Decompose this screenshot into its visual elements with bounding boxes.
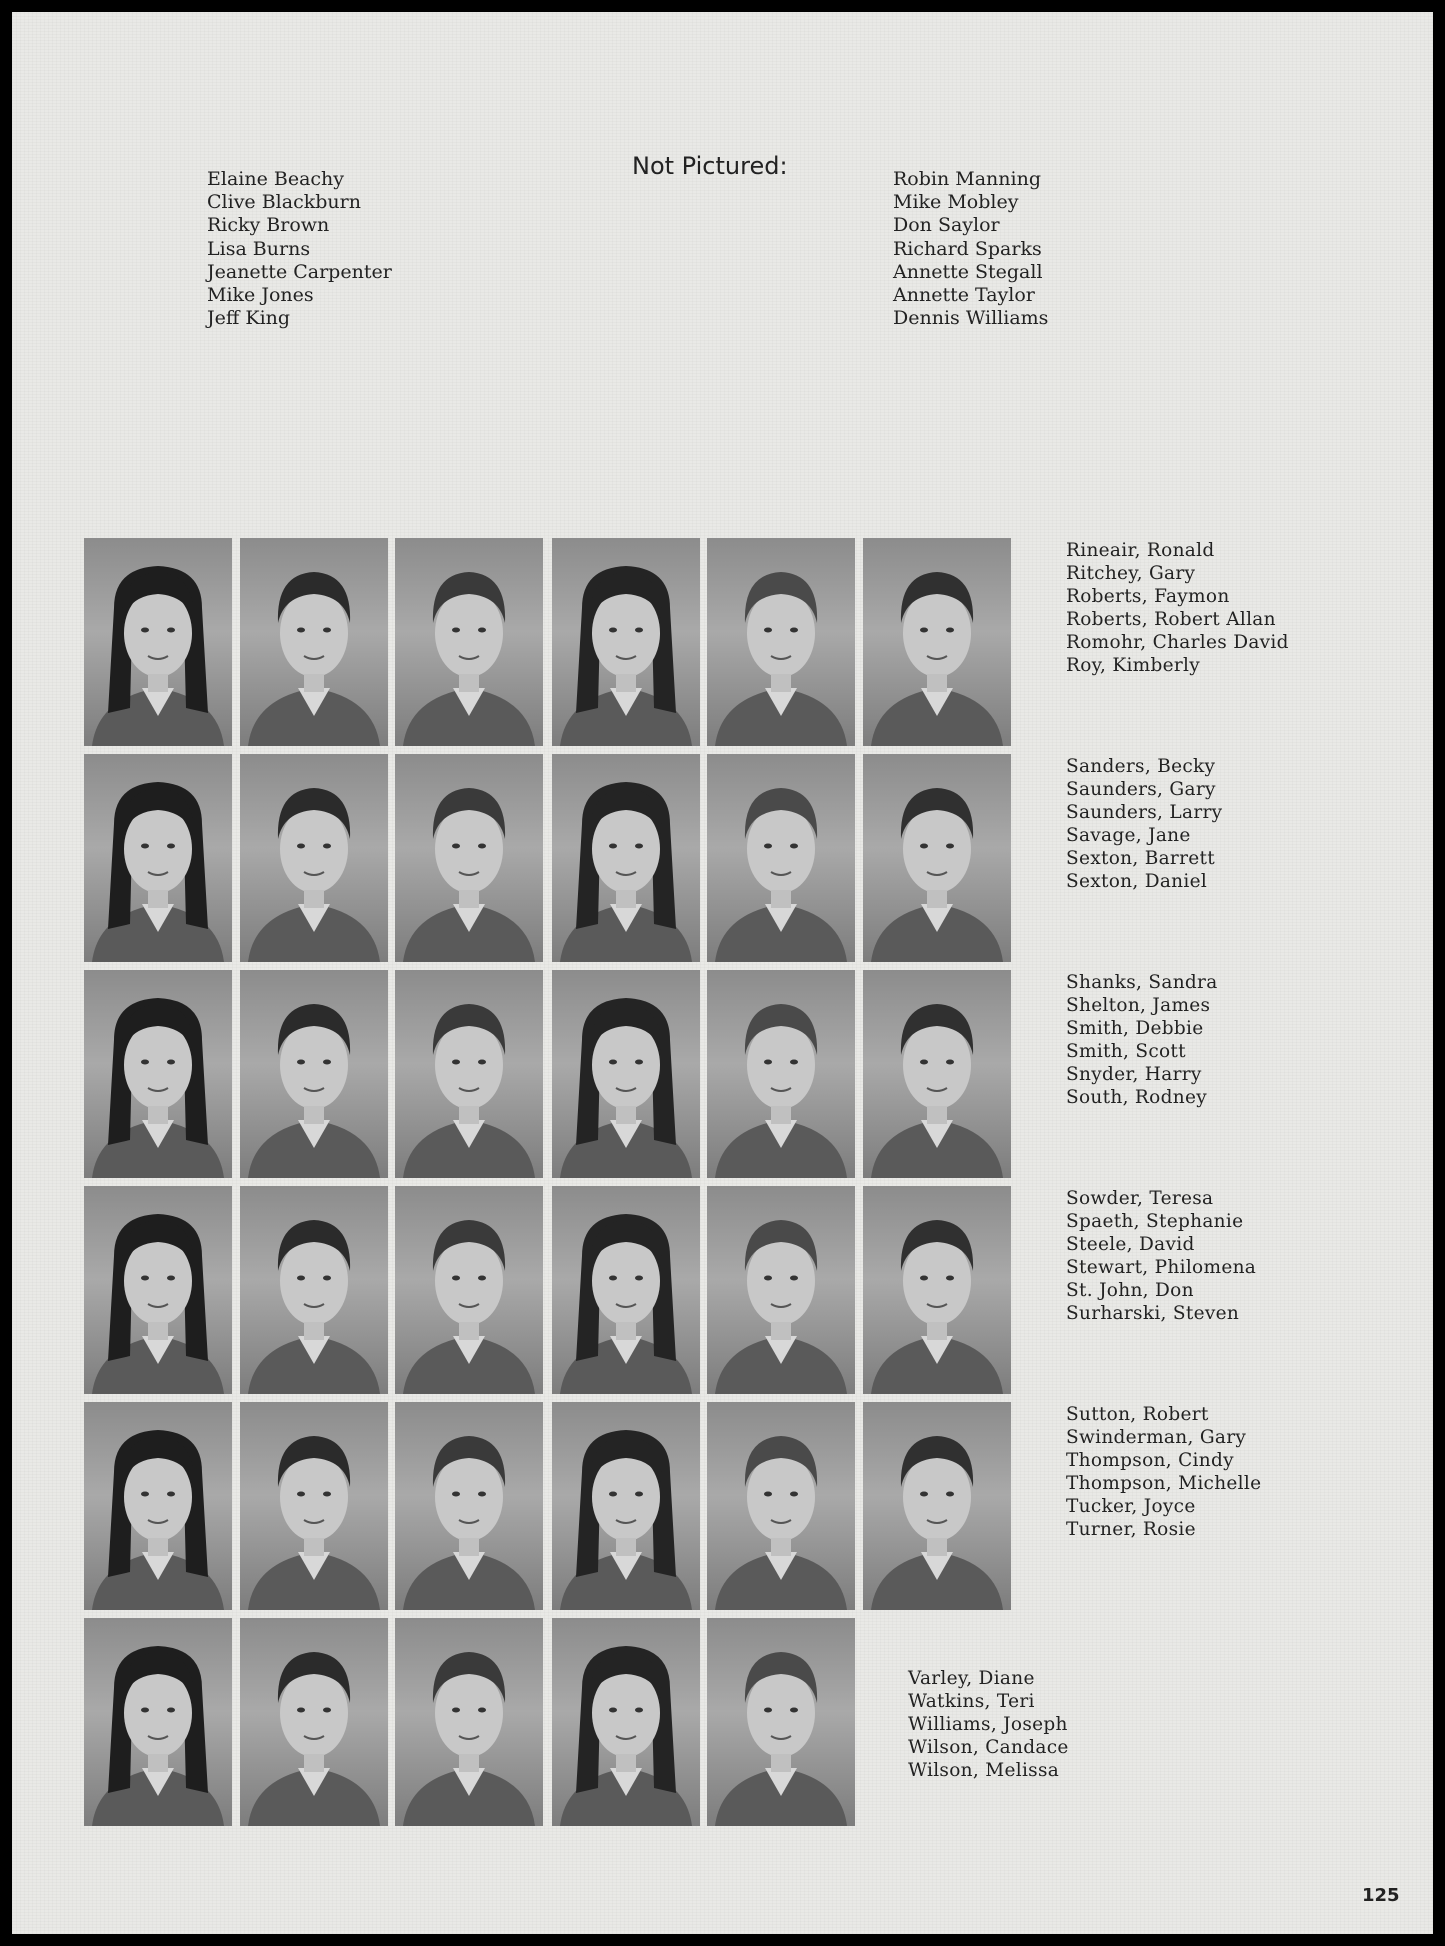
student-portrait [240, 970, 388, 1178]
student-name: Swinderman, Gary [1066, 1427, 1247, 1449]
student-portrait [863, 754, 1011, 962]
student-name: Saunders, Gary [1066, 779, 1216, 801]
not-pictured-name: Ricky Brown [207, 214, 330, 237]
student-name: Sutton, Robert [1066, 1404, 1209, 1425]
student-portrait [395, 970, 543, 1178]
student-portrait [395, 754, 543, 962]
page-number: 125 [1362, 1885, 1400, 1906]
student-portrait [240, 538, 388, 746]
not-pictured-name: Richard Sparks [893, 237, 1042, 260]
not-pictured-name: Elaine Beachy [207, 168, 345, 190]
student-name: Sanders, Becky [1066, 756, 1216, 777]
student-name: Roberts, Faymon [1066, 586, 1230, 608]
not-pictured-name: Jeff King [207, 307, 291, 330]
student-portrait [240, 1402, 388, 1610]
student-portrait [863, 1402, 1011, 1610]
student-name: Saunders, Larry [1066, 802, 1223, 824]
student-portrait [240, 754, 388, 962]
not-pictured-name: Dennis Williams [893, 307, 1049, 330]
student-portrait [84, 970, 232, 1178]
student-name: Steele, David [1066, 1234, 1195, 1256]
not-pictured-left-list [207, 168, 392, 330]
student-name: Shanks, Sandra [1066, 972, 1218, 993]
not-pictured-name: Annette Taylor [893, 284, 1035, 307]
student-name: Romohr, Charles David [1066, 632, 1289, 654]
student-name: Roy, Kimberly [1066, 655, 1201, 677]
student-portrait [707, 754, 855, 962]
student-name: Wilson, Melissa [908, 1760, 1060, 1782]
student-name: Varley, Diane [908, 1668, 1035, 1689]
student-name: Thompson, Michelle [1066, 1473, 1262, 1495]
not-pictured-right-list [893, 168, 1048, 330]
not-pictured-name: Jeanette Carpenter [207, 260, 392, 283]
student-portrait [395, 1618, 543, 1826]
student-portrait [552, 754, 700, 962]
student-name: Ritchey, Gary [1066, 563, 1196, 585]
student-portrait [84, 1402, 232, 1610]
row-name-list [1066, 755, 1222, 894]
student-name: Roberts, Robert Allan [1066, 609, 1276, 631]
student-portrait [84, 538, 232, 746]
student-portrait [707, 1618, 855, 1826]
student-name: Savage, Jane [1066, 825, 1191, 847]
student-name: Spaeth, Stephanie [1066, 1211, 1244, 1233]
student-portrait [84, 1186, 232, 1394]
student-name: St. John, Don [1066, 1280, 1194, 1302]
student-portrait [84, 1618, 232, 1826]
not-pictured-name: Mike Mobley [893, 191, 1019, 214]
student-portrait [552, 538, 700, 746]
student-name: Wilson, Candace [908, 1737, 1069, 1759]
student-portrait [707, 1402, 855, 1610]
student-name: Surharski, Steven [1066, 1303, 1240, 1325]
student-portrait [395, 1402, 543, 1610]
student-portrait [707, 970, 855, 1178]
student-name: Watkins, Teri [908, 1691, 1035, 1713]
not-pictured-name: Robin Manning [893, 168, 1041, 190]
student-portrait [863, 970, 1011, 1178]
student-name: Snyder, Harry [1066, 1064, 1202, 1086]
not-pictured-name: Annette Stegall [893, 260, 1043, 283]
student-portrait [552, 1618, 700, 1826]
not-pictured-name: Don Saylor [893, 214, 1000, 237]
student-portrait [84, 754, 232, 962]
not-pictured-name: Mike Jones [207, 284, 314, 307]
not-pictured-title: Not Pictured: [632, 152, 788, 180]
student-name: Smith, Debbie [1066, 1018, 1204, 1040]
yearbook-page [12, 12, 1433, 1934]
student-portrait [240, 1186, 388, 1394]
student-name: Williams, Joseph [908, 1714, 1068, 1736]
student-name: Thompson, Cindy [1066, 1450, 1234, 1472]
student-name: Sowder, Teresa [1066, 1188, 1214, 1209]
student-name: Turner, Rosie [1066, 1519, 1196, 1541]
student-portrait [395, 1186, 543, 1394]
row-name-list [1066, 1403, 1261, 1542]
student-name: Sexton, Daniel [1066, 871, 1208, 893]
student-portrait [240, 1618, 388, 1826]
row-name-list [1066, 1187, 1256, 1326]
student-portrait [552, 1186, 700, 1394]
student-name: Tucker, Joyce [1066, 1496, 1196, 1518]
student-portrait [552, 1402, 700, 1610]
student-name: Stewart, Philomena [1066, 1257, 1257, 1279]
row-name-list [908, 1667, 1069, 1782]
not-pictured-name: Clive Blackburn [207, 191, 361, 214]
student-name: Shelton, James [1066, 995, 1211, 1017]
student-portrait [707, 538, 855, 746]
student-portrait [863, 1186, 1011, 1394]
row-name-list [1066, 971, 1218, 1110]
student-name: Sexton, Barrett [1066, 848, 1215, 870]
row-name-list [1066, 539, 1289, 678]
student-portrait [707, 1186, 855, 1394]
student-name: Rineair, Ronald [1066, 540, 1215, 561]
student-name: South, Rodney [1066, 1087, 1207, 1109]
not-pictured-name: Lisa Burns [207, 237, 311, 260]
student-portrait [395, 538, 543, 746]
student-name: Smith, Scott [1066, 1041, 1186, 1063]
student-portrait [863, 538, 1011, 746]
student-portrait [552, 970, 700, 1178]
